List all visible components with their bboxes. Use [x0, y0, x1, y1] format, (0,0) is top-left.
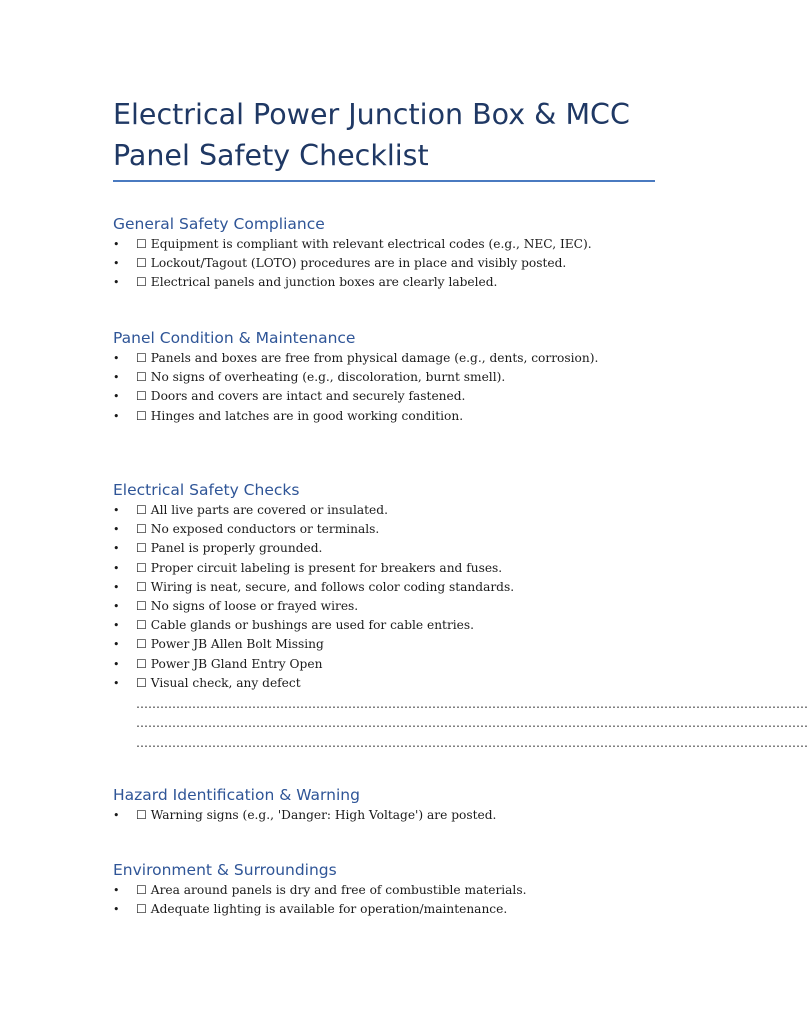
checklist	[113, 806, 673, 825]
section-heading: Hazard Identification & Warning	[113, 786, 360, 804]
notes-line: ……………………………………………………………………………………………………………………………………………………	[136, 736, 808, 750]
section-heading: Electrical Safety Checks	[113, 481, 300, 499]
section-heading: Panel Condition & Maintenance	[113, 329, 356, 347]
checklist-item: • ☐ Proper circuit labeling is present for breakers and fuses.	[113, 559, 673, 578]
bullet-icon: •	[113, 638, 120, 652]
checklist-item: • ☐ Panels and boxes are free from physical damage (e.g., dents, corrosion).	[113, 349, 673, 368]
checklist	[113, 235, 673, 293]
checklist	[113, 881, 673, 919]
notes-line: ……………………………………………………………………………………………………………………………………………………	[136, 716, 808, 730]
bullet-icon: •	[113, 884, 120, 897]
checklist-item: • ☐ Wiring is neat, secure, and follows color coding standards.	[113, 578, 673, 597]
checklist-item: • ☐ Doors and covers are intact and securely fastened.	[113, 387, 673, 406]
bullet-icon: •	[113, 676, 120, 690]
bullet-icon: •	[113, 257, 120, 271]
checklist-item: • ☐ No exposed conductors or terminals.	[113, 520, 673, 539]
section-electrical-safety-checks	[113, 479, 673, 693]
bullet-icon: •	[113, 276, 120, 290]
notes-line: ……………………………………………………………………………………………………………………………………………………	[136, 697, 808, 711]
section-general-safety-compliance	[113, 213, 673, 293]
document-title	[113, 94, 673, 176]
bullet-icon: •	[113, 561, 120, 575]
title-divider	[113, 180, 655, 182]
checklist-item: • ☐ Warning signs (e.g., 'Danger: High Voltage') are posted.	[113, 806, 673, 825]
checklist	[113, 501, 673, 693]
bullet-icon: •	[113, 619, 120, 633]
bullet-icon: •	[113, 523, 120, 537]
checklist-item: • ☐ All live parts are covered or insulated.	[113, 501, 673, 520]
bullet-icon: •	[113, 809, 120, 822]
bullet-icon: •	[113, 409, 120, 423]
bullet-icon: •	[113, 352, 120, 365]
bullet-icon: •	[113, 238, 120, 251]
bullet-icon: •	[113, 599, 120, 613]
checklist-item: • ☐ No signs of overheating (e.g., discoloration, burnt smell).	[113, 368, 673, 387]
checklist-item: • ☐ Hinges and latches are in good working condition.	[113, 407, 673, 426]
checklist-item: • ☐ Equipment is compliant with relevant electrical codes (e.g., NEC, IEC).	[113, 235, 673, 254]
section-panel-condition-maintenance	[113, 327, 673, 426]
section-environment-surroundings	[113, 859, 673, 919]
checklist-item: • ☐ Power JB Allen Bolt Missing	[113, 635, 673, 654]
checklist-item: • ☐ Visual check, any defect	[113, 674, 673, 693]
checklist-item: • ☐ Adequate lighting is available for operation/maintenance.	[113, 900, 673, 919]
bullet-icon: •	[113, 390, 120, 404]
checklist-item: • ☐ Power JB Gland Entry Open	[113, 655, 673, 674]
section-heading: General Safety Compliance	[113, 215, 325, 233]
bullet-icon: •	[113, 580, 120, 594]
bullet-icon: •	[113, 504, 120, 517]
section-hazard-identification-warning	[113, 784, 673, 825]
checklist-item: • ☐ Lockout/Tagout (LOTO) procedures are in place and visibly posted.	[113, 254, 673, 273]
checklist-item: • ☐ Area around panels is dry and free of combustible materials.	[113, 881, 673, 900]
title-line-2: Panel Safety Checklist	[113, 139, 429, 172]
checklist-item: • ☐ Panel is properly grounded.	[113, 539, 673, 558]
title-line-1: Electrical Power Junction Box & MCC	[113, 98, 630, 131]
checklist-item: • ☐ Cable glands or bushings are used for cable entries.	[113, 616, 673, 635]
checklist-item: • ☐ Electrical panels and junction boxes are clearly labeled.	[113, 273, 673, 292]
bullet-icon: •	[113, 371, 120, 385]
section-heading: Environment & Surroundings	[113, 861, 337, 879]
bullet-icon: •	[113, 903, 120, 917]
checklist	[113, 349, 673, 426]
checklist-item: • ☐ No signs of loose or frayed wires.	[113, 597, 673, 616]
bullet-icon: •	[113, 657, 120, 671]
bullet-icon: •	[113, 542, 120, 556]
